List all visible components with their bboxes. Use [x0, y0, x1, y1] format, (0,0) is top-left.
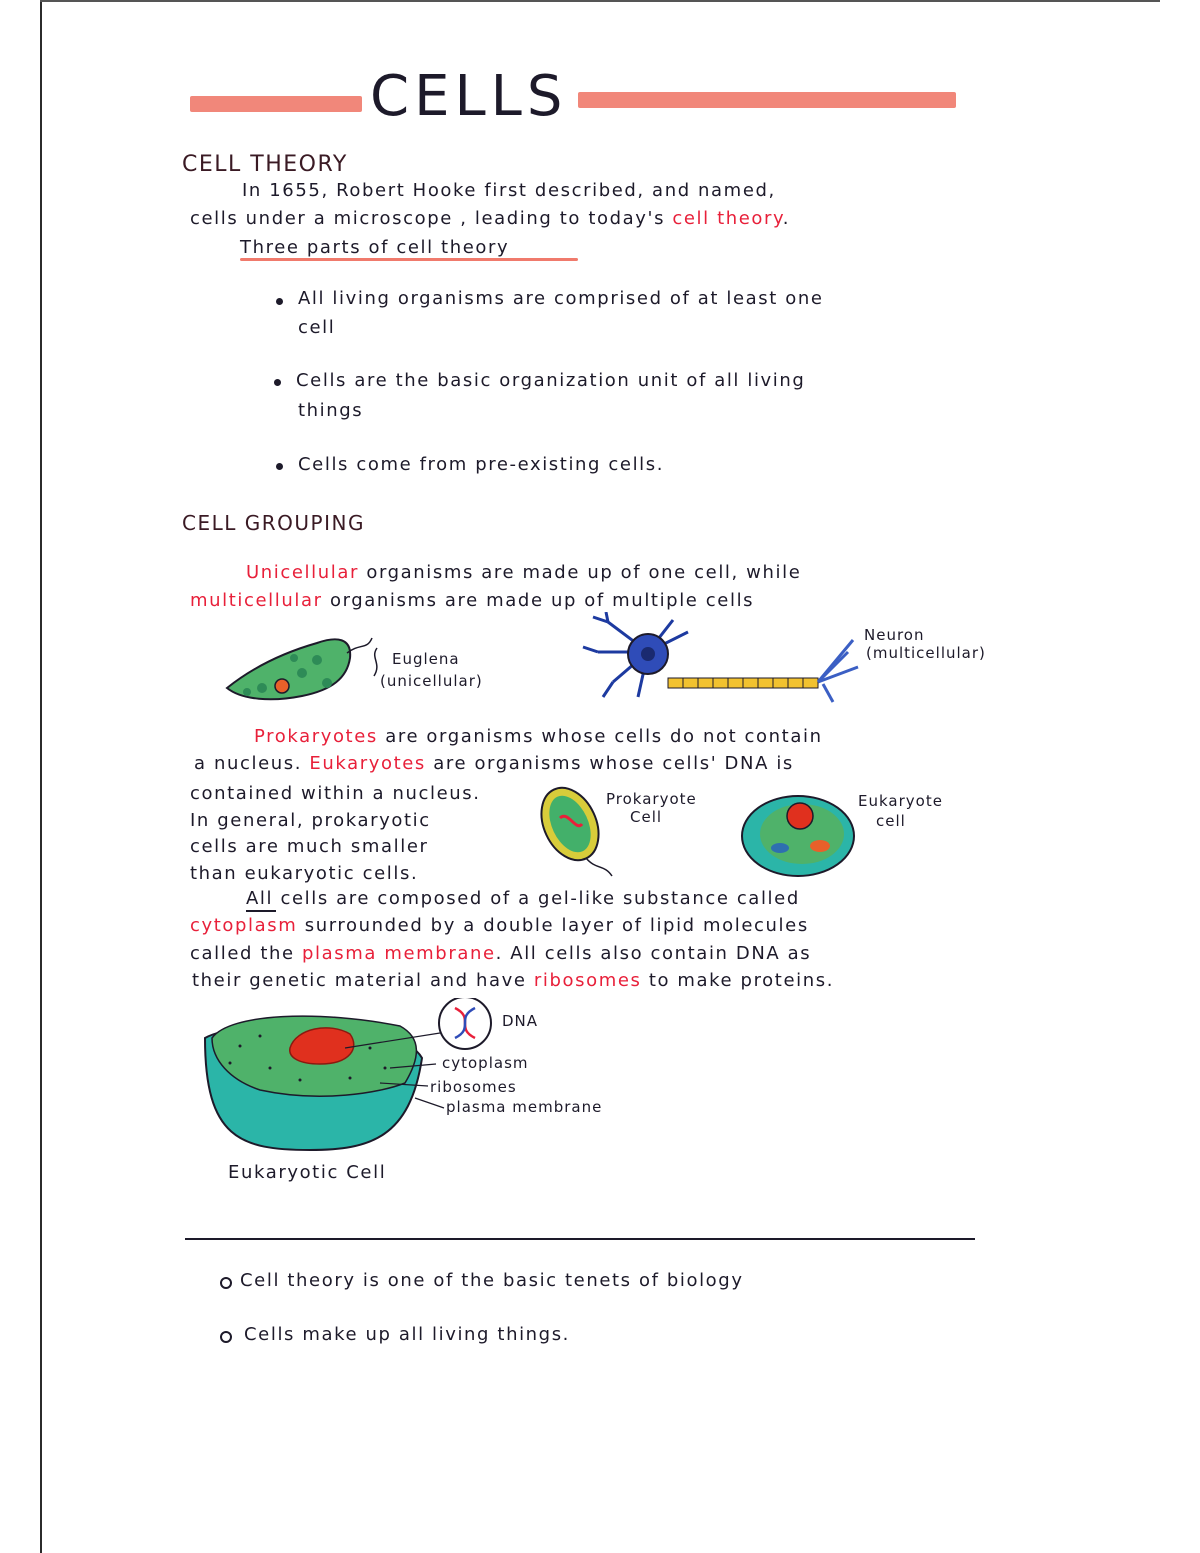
bullet	[276, 463, 283, 470]
eukaryote-cell-label: Eukaryote	[858, 792, 943, 810]
line2-rest: are organisms whose cells' DNA is	[433, 753, 794, 774]
diagram-label-ribosomes: ribosomes	[430, 1078, 517, 1096]
neuron-label-sub: (multicellular)	[866, 644, 986, 662]
line2-start: a nucleus.	[194, 753, 303, 774]
diagram-label-dna: DNA	[502, 1012, 539, 1030]
bullet-2-line-2: things	[298, 400, 364, 421]
prokaryote-cell-illustration	[526, 780, 616, 880]
page-title: CELLS	[370, 64, 568, 129]
plasma-line	[190, 943, 811, 964]
bullet-1-line-2: cell	[298, 317, 336, 338]
cyto-line	[190, 915, 809, 936]
cell-theory-term: cell theory	[672, 208, 783, 229]
diagram-caption: Eukaryotic Cell	[228, 1162, 387, 1183]
bullet-3-line-1: Cells come from pre-existing cells.	[298, 454, 665, 475]
multicellular-term: multicellular	[190, 590, 323, 611]
diagram-label-plasma-membrane: plasma membrane	[446, 1098, 603, 1116]
circle-bullet	[220, 1277, 232, 1289]
their-text: their genetic material and have	[192, 970, 527, 991]
eukaryotic-cell-diagram	[200, 998, 640, 1158]
plasma-membrane-term: plasma membrane	[302, 943, 496, 964]
all-underline	[246, 910, 276, 912]
intro-line-2	[190, 208, 790, 229]
line-contained: contained within a nucleus.	[190, 783, 481, 804]
unicellular-term: Unicellular	[246, 562, 359, 583]
bullet	[274, 379, 281, 386]
line-than: than eukaryotic cells.	[190, 863, 419, 884]
section-divider	[185, 1238, 975, 1240]
parts-underline	[240, 258, 578, 261]
prokaryotes-term: Prokaryotes	[254, 726, 378, 747]
prokaryote-cell-label: Prokaryote	[606, 790, 697, 808]
bullet	[276, 298, 283, 305]
cyto-rest: surrounded by a double layer of lipid molecules	[304, 915, 809, 936]
bullet-1-line-1: All living organisms are comprised of at least one	[298, 288, 824, 309]
cytoplasm-term: cytoplasm	[190, 915, 298, 936]
page-edge	[40, 0, 42, 1553]
eukaryotes-term: Eukaryotes	[309, 753, 426, 774]
page-top-edge	[40, 0, 1160, 2]
prok-line	[254, 726, 823, 747]
uni-rest: organisms are made up of one cell, while	[366, 562, 802, 583]
title-bar-left	[190, 96, 362, 112]
title-bar-right	[578, 92, 956, 108]
diagram-label-cytoplasm: cytoplasm	[442, 1054, 529, 1072]
euglena-label-sub: (unicellular)	[380, 672, 483, 690]
multi-rest: organisms are made up of multiple cells	[329, 590, 755, 611]
circle-bullet	[220, 1331, 232, 1343]
euglena-illustration	[222, 628, 482, 708]
summary-line-2: Cells make up all living things.	[244, 1324, 571, 1345]
ribo-rest: to make proteins.	[648, 970, 835, 991]
line-general: In general, prokaryotic	[190, 810, 431, 831]
parts-heading: Three parts of cell theory	[240, 237, 510, 258]
neuron-illustration	[578, 612, 868, 704]
all-word: All	[246, 888, 274, 909]
called-text: called the	[190, 943, 295, 964]
uni-line	[246, 562, 801, 583]
plasma-rest: . All cells also contain DNA as	[495, 943, 812, 964]
line-smaller: cells are much smaller	[190, 836, 429, 857]
intro-line-1: In 1655, Robert Hooke first described, and named,	[242, 180, 776, 201]
multi-line	[190, 590, 754, 611]
section-heading-cell-theory: CELL THEORY	[182, 152, 348, 177]
prok-rest: are organisms whose cells do not contain	[385, 726, 823, 747]
ribo-line	[192, 970, 834, 991]
euglena-label: Euglena	[392, 650, 460, 668]
euk-line	[194, 753, 794, 774]
bullet-2-line-1: Cells are the basic organization unit of all living	[296, 370, 806, 391]
all-rest: cells are composed of a gel-like substance called	[280, 888, 800, 909]
intro-end: .	[782, 208, 791, 229]
prokaryote-cell-label-sub: Cell	[630, 808, 663, 826]
summary-line-1: Cell theory is one of the basic tenets of biology	[240, 1270, 744, 1291]
eukaryote-cell-illustration	[740, 790, 860, 880]
neuron-label: Neuron	[864, 626, 925, 644]
all-line	[246, 888, 800, 909]
intro-line-2-text: cells under a microscope , leading to today's	[190, 208, 666, 229]
eukaryote-cell-label-sub: cell	[876, 812, 906, 830]
ribosomes-term: ribosomes	[533, 970, 642, 991]
section-heading-cell-grouping: CELL GROUPING	[182, 511, 365, 535]
